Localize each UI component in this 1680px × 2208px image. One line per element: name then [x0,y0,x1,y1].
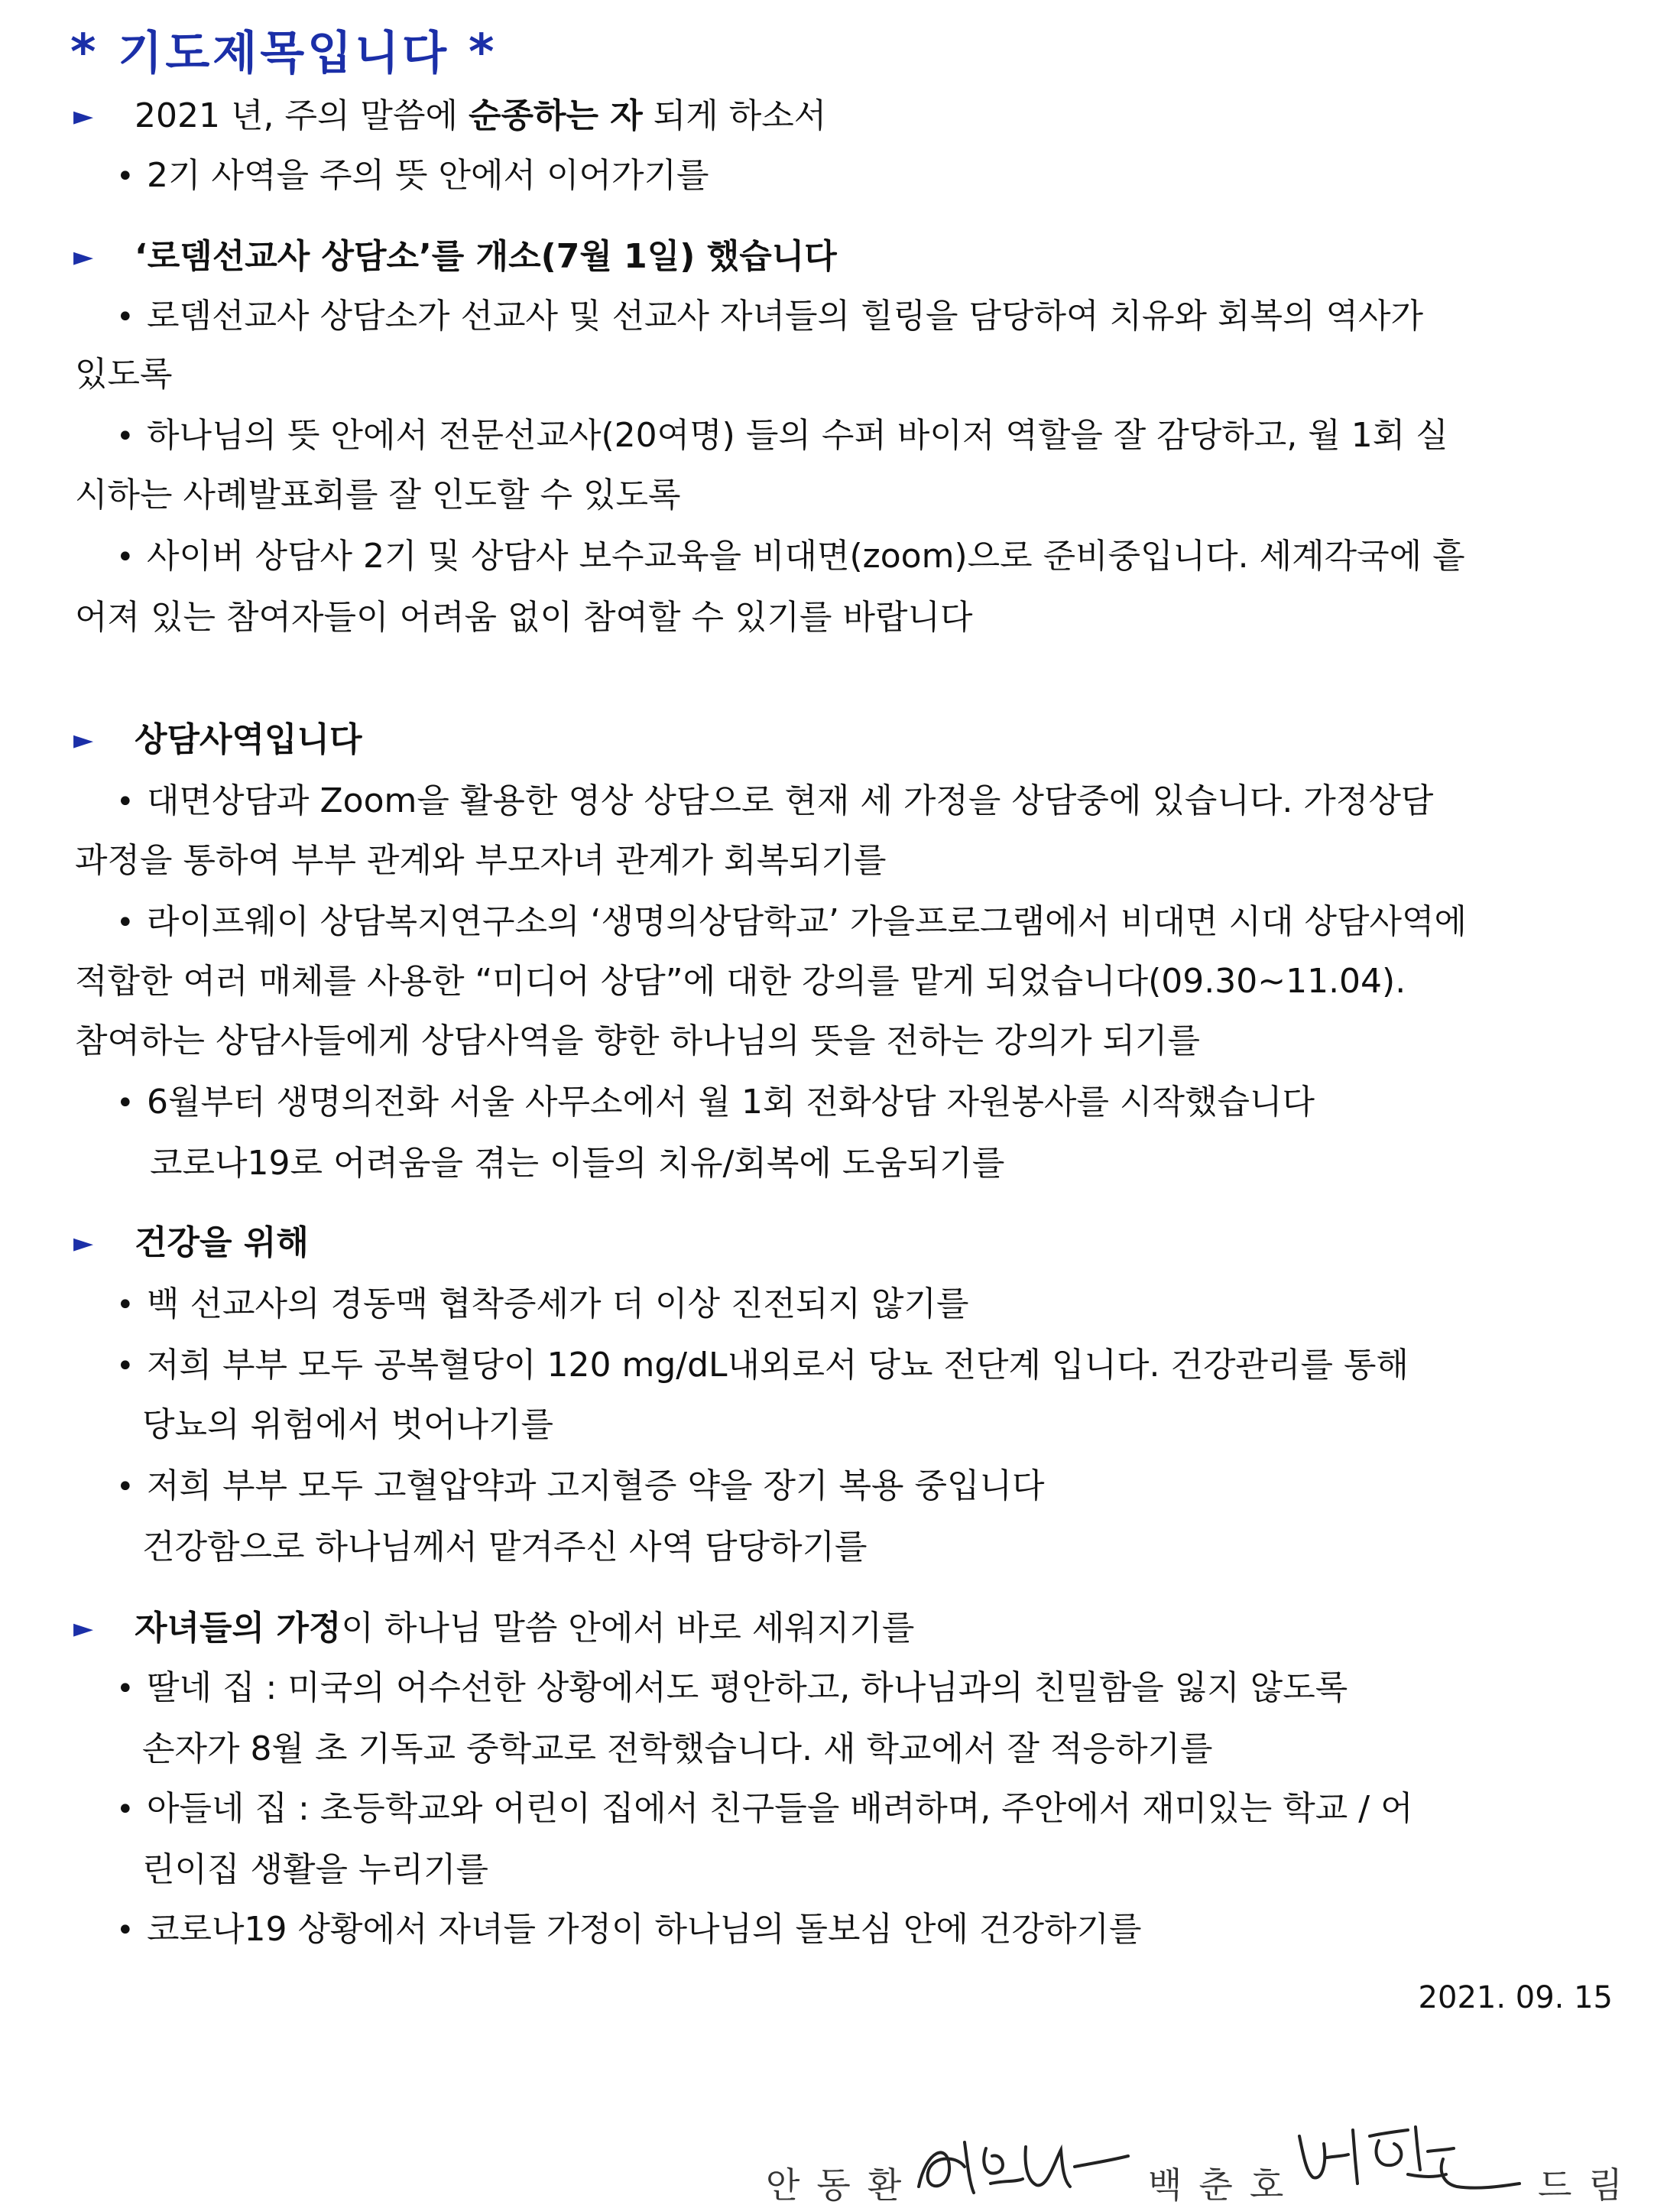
arrow-icon: ► [73,1613,94,1644]
asterisk-icon: * [70,24,99,81]
bullet-icon: • [116,419,135,454]
section-heading [135,1607,914,1650]
item-continuation: 코로나19로 어려움을 겪는 이들의 치유/회복에 도움되기를 [150,1144,1005,1183]
list-item [116,780,1433,823]
list-item [116,1788,1413,1831]
item-text: 사이버 상담사 2기 및 상담사 보수교육을 비대면(zoom)으로 준비중입니다. 세계각국에 흩 [147,537,1465,576]
item-continuation: 린이집 생활을 누리기를 [142,1850,489,1889]
heading-text: 이 하나님 말씀 안에서 바로 세워지기를 [341,1609,915,1648]
heading-text: 되게 하소서 [642,96,827,135]
bullet-icon: • [116,1913,135,1948]
item-continuation: 적합한 여러 매체를 사용한 “미디어 상담”에 대한 강의를 맡게 되었습니다(09.30~11.04). [75,962,1406,1001]
item-text: 라이프웨이 상담복지연구소의 ‘생명의상담학교’ 가을프로그램에서 비대면 시대 상담사역에 [147,902,1468,941]
item-continuation: 참여하는 상담사들에게 상담사역을 향한 하나님의 뜻을 전하는 강의가 되기를 [75,1021,1201,1060]
list-item [116,1344,1409,1388]
item-continuation: 시하는 사례발표회를 잘 인도할 수 있도록 [75,476,681,515]
bullet-icon: • [116,1792,135,1827]
list-item [116,901,1467,944]
list-item [116,295,1423,339]
bullet-icon: • [116,1086,135,1121]
arrow-icon: ► [73,101,94,132]
bullet-icon: • [116,159,135,194]
item-text: 딸네 집 : 미국의 어수선한 상황에서도 평안하고, 하나님과의 친밀함을 잃지 않도록 [147,1668,1348,1707]
item-text: 아들네 집 : 초등학교와 어린이 집에서 친구들을 배려하며, 주안에서 재미있는 학교 / 어 [147,1789,1413,1828]
letter-date: 2021. 09. 15 [1418,1980,1613,2015]
bullet-icon: • [116,1469,135,1505]
arrow-icon: ► [73,1228,94,1258]
page-title [70,17,497,83]
bullet-icon: • [116,300,135,335]
heading-text: 2021 년, 주의 말씀에 [135,96,469,135]
item-continuation: 당뇨의 위험에서 벗어나기를 [142,1405,554,1444]
signer-name-second: 백춘호 [1148,2164,1301,2206]
item-text: 저희 부부 모두 공복혈당이 120 mg/dL내외로서 당뇨 전단계 입니다. 건강관리를 통해 [147,1346,1409,1385]
list-item [116,535,1465,579]
item-text: 로뎀선교사 상담소가 선교사 및 선교사 자녀들의 힐링을 담당하여 치유와 회복의 역사가 [147,297,1424,336]
item-continuation: 어져 있는 참여자들이 어려움 없이 참여할 수 있기를 바랍니다 [75,598,973,637]
section-heading: ‘로뎀선교사 상담소’를 개소(7월 1일) 했습니다 [135,237,837,276]
arrow-icon: ► [73,725,94,755]
list-item [116,414,1448,458]
heading-bold-text: 자녀들의 가정 [135,1609,342,1648]
handwritten-signature-first [911,2119,1133,2203]
item-text: 저희 부부 모두 고혈압약과 고지혈증 약을 장기 복용 중입니다 [147,1466,1045,1505]
signer-name-first: 안동환 [766,2164,919,2206]
bullet-icon: • [116,540,135,575]
bullet-icon: • [116,784,135,820]
bullet-icon: • [116,1349,135,1384]
asterisk-icon: * [468,24,498,81]
list-item [116,1283,969,1326]
item-text: 6월부터 생명의전화 서울 사무소에서 월 1회 전화상담 자원봉사를 시작했습니다 [147,1083,1315,1122]
item-text: 2기 사역을 주의 뜻 안에서 이어가기를 [147,156,709,195]
bullet-icon: • [116,905,135,940]
arrow-icon: ► [73,242,94,272]
section-heading [135,95,826,138]
list-item [116,1908,1142,1952]
signature-block [766,2119,1639,2206]
title-text: 기도제목입니다 [118,27,450,80]
section-heading: 건강을 위해 [135,1223,309,1262]
list-item [116,1081,1315,1125]
list-item [116,1667,1348,1710]
item-continuation: 있도록 [75,355,173,394]
bullet-icon: • [116,1287,135,1323]
section-heading: 상담사역입니다 [135,720,362,759]
item-text: 하나님의 뜻 안에서 전문선교사(20여명) 들의 수퍼 바이저 역할을 잘 감당하고, 월 1회 실 [147,416,1448,455]
item-text: 백 선교사의 경동맥 협착증세가 더 이상 진전되지 않기를 [147,1284,969,1323]
item-continuation: 과정을 통하여 부부 관계와 부모자녀 관계가 회복되기를 [75,841,887,880]
item-continuation: 건강함으로 하나님께서 맡겨주신 사역 담당하기를 [142,1528,868,1567]
item-text: 코로나19 상황에서 자녀들 가정이 하나님의 돌보심 안에 건강하기를 [147,1910,1142,1949]
bullet-icon: • [116,1671,135,1706]
closing-text: 드림 [1538,2164,1639,2206]
heading-bold-text: 순종하는 자 [468,96,643,135]
list-item [116,154,709,198]
item-text: 대면상담과 Zoom을 활용한 영상 상담으로 현재 세 가정을 상담중에 있습니다. 가정상담 [147,781,1434,820]
handwritten-signature-second [1293,2113,1523,2205]
list-item [116,1465,1045,1508]
item-continuation: 손자가 8월 초 기독교 중학교로 전학했습니다. 새 학교에서 잘 적응하기를 [142,1729,1213,1768]
